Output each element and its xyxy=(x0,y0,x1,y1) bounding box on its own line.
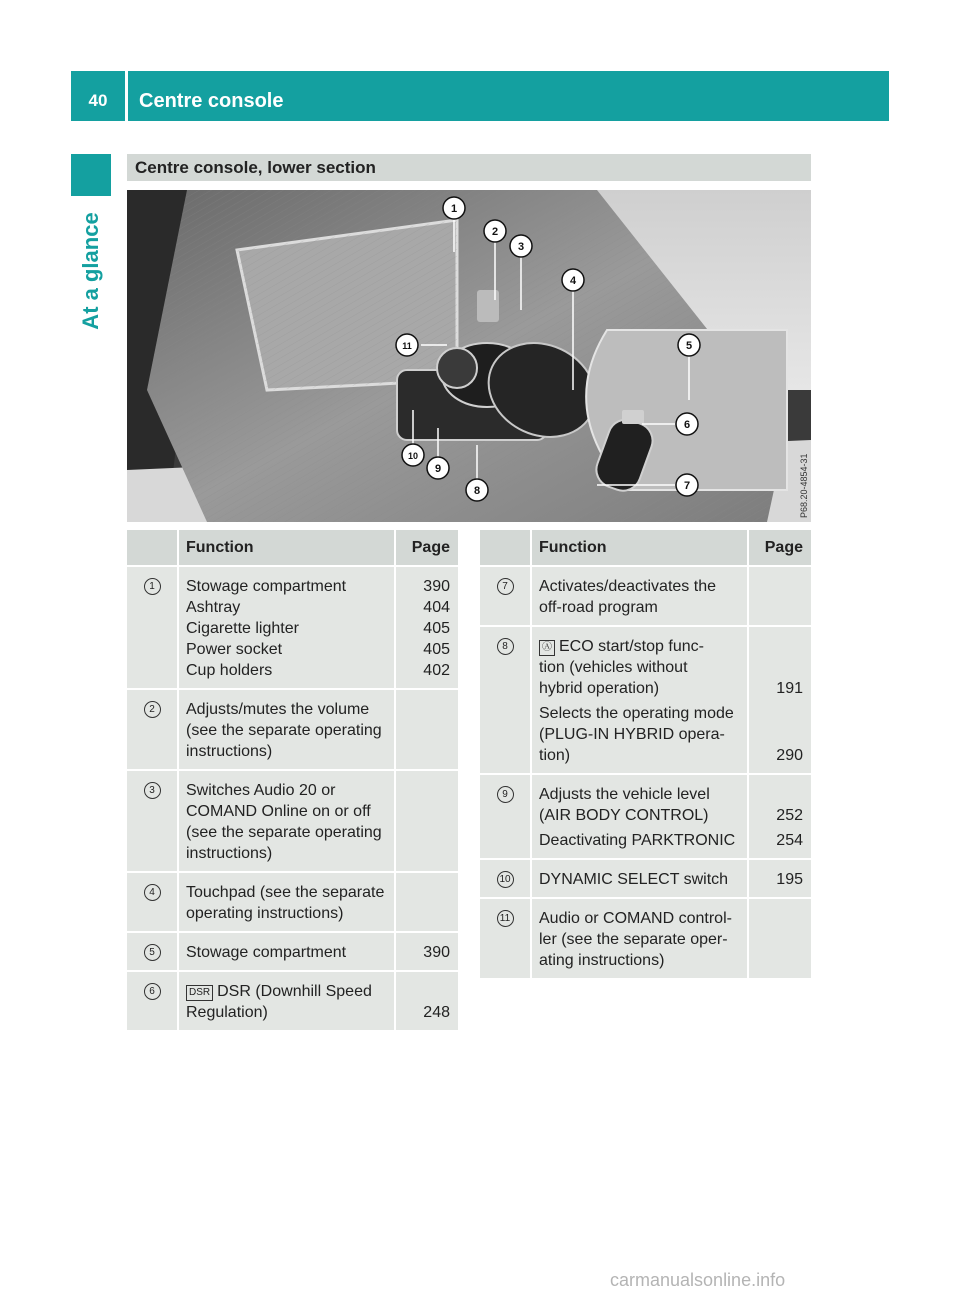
function-line xyxy=(186,843,394,864)
table-row xyxy=(480,567,811,627)
row-number-cell xyxy=(127,771,179,871)
callout-7 xyxy=(676,474,698,496)
function-text: hybrid operation) xyxy=(539,680,660,697)
page-ref: 405 xyxy=(423,641,450,658)
function-text: instructions) xyxy=(186,743,273,760)
page-ref xyxy=(396,780,450,801)
page-ref xyxy=(749,657,803,678)
function-text: (AIR BODY CONTROL) xyxy=(539,807,709,824)
function-line xyxy=(539,657,747,678)
function-text: Switches Audio 20 or xyxy=(186,782,336,799)
table-row xyxy=(127,933,458,972)
row-page-cell xyxy=(396,933,458,970)
callout-number-badge: 11 xyxy=(497,910,514,927)
row-function-cell xyxy=(532,567,749,625)
callout-5 xyxy=(678,334,700,356)
callout-1 xyxy=(443,197,465,219)
table-row xyxy=(127,567,458,690)
page-ref: 402 xyxy=(423,662,450,679)
callout-11-label: 11 xyxy=(402,341,412,351)
page-ref: 195 xyxy=(776,871,803,888)
page-ref xyxy=(396,699,450,720)
page-ref xyxy=(749,908,803,929)
page-ref xyxy=(749,636,803,657)
row-page-cell xyxy=(749,627,811,773)
section-heading: Centre console, lower section xyxy=(127,154,811,181)
page-ref: 290 xyxy=(776,747,803,764)
function-text: Deactivating PARKTRONIC xyxy=(539,832,736,849)
callout-8-label: 8 xyxy=(473,485,481,497)
function-text: Adjusts/mutes the volume xyxy=(186,701,370,718)
callout-1-label: 1 xyxy=(450,203,458,215)
page-ref: 252 xyxy=(776,807,803,824)
page-ref xyxy=(396,903,450,924)
table-row xyxy=(127,972,458,1032)
row-page-cell xyxy=(749,899,811,978)
row-function-cell xyxy=(532,627,749,773)
callout-10 xyxy=(402,444,424,466)
callout-3 xyxy=(510,235,532,257)
row-function-cell xyxy=(179,972,396,1030)
side-label xyxy=(73,208,109,334)
function-line xyxy=(539,830,747,851)
row-page-cell xyxy=(396,873,458,931)
function-line xyxy=(539,745,747,766)
header-page: Page xyxy=(749,530,811,565)
page-ref xyxy=(396,801,450,822)
function-text: tion) xyxy=(539,747,571,764)
function-text: Cup holders xyxy=(186,662,273,679)
callout-9-label: 9 xyxy=(434,463,442,475)
function-line xyxy=(539,576,747,597)
function-text: Regulation) xyxy=(186,1004,268,1021)
row-page-cell xyxy=(749,775,811,858)
page-ref: 404 xyxy=(423,599,450,616)
page-title: Centre console xyxy=(139,90,284,112)
callout-number-badge: 7 xyxy=(497,578,514,595)
header-num-cell xyxy=(127,530,179,565)
row-number-cell xyxy=(480,627,532,773)
page-ref xyxy=(396,843,450,864)
row-function-cell xyxy=(179,933,396,970)
function-line xyxy=(186,576,394,597)
function-line xyxy=(539,950,747,971)
function-table-left xyxy=(127,530,458,1032)
function-text: Cigarette lighter xyxy=(186,620,299,637)
page-ref xyxy=(749,597,803,618)
function-line xyxy=(186,1002,394,1023)
callout-2 xyxy=(484,220,506,242)
function-table-right xyxy=(480,530,811,980)
table-row xyxy=(480,899,811,980)
function-text: Stowage compartment xyxy=(186,578,347,595)
function-line xyxy=(186,660,394,681)
table-row xyxy=(127,873,458,933)
row-function-cell xyxy=(532,860,749,897)
function-line xyxy=(539,678,747,699)
row-page-cell xyxy=(396,690,458,769)
page-ref: 248 xyxy=(423,1004,450,1021)
page-ref xyxy=(396,981,450,1002)
function-line xyxy=(186,780,394,801)
page-ref xyxy=(749,703,803,724)
row-function-cell xyxy=(179,771,396,871)
side-label-text: At a glance xyxy=(78,212,103,330)
callout-number-badge: 8 xyxy=(497,638,514,655)
function-text: Adjusts the vehicle level xyxy=(539,786,710,803)
header-function: Function xyxy=(179,530,396,565)
function-line xyxy=(186,903,394,924)
callout-6 xyxy=(676,413,698,435)
row-number-cell xyxy=(480,860,532,897)
table-header xyxy=(127,530,458,567)
function-text: Activates/deactivates the xyxy=(539,578,716,595)
function-text: (PLUG-IN HYBRID opera- xyxy=(539,726,725,743)
row-number-cell xyxy=(127,567,179,688)
function-line xyxy=(186,822,394,843)
callout-4 xyxy=(562,269,584,291)
function-line xyxy=(539,805,747,826)
row-function-cell xyxy=(179,873,396,931)
function-line xyxy=(186,981,394,1002)
page-ref xyxy=(396,822,450,843)
table-row xyxy=(480,860,811,899)
page-ref xyxy=(396,882,450,903)
function-text: ating instructions) xyxy=(539,952,665,969)
function-line xyxy=(539,724,747,745)
console-photo xyxy=(127,190,811,522)
page-ref xyxy=(749,929,803,950)
callout-number-badge: 4 xyxy=(144,884,161,901)
table-row xyxy=(480,775,811,860)
callout-11 xyxy=(396,334,418,356)
function-line xyxy=(186,741,394,762)
row-number-cell xyxy=(127,972,179,1030)
page-ref: 390 xyxy=(423,944,450,961)
callout-number-badge: 2 xyxy=(144,701,161,718)
row-page-cell xyxy=(396,972,458,1030)
callout-8 xyxy=(466,479,488,501)
function-line xyxy=(186,639,394,660)
dsr-icon: DSR xyxy=(186,985,213,1001)
row-number-cell xyxy=(480,899,532,978)
callout-number-badge: 10 xyxy=(497,871,514,888)
row-number-cell xyxy=(480,775,532,858)
console-illustration xyxy=(127,190,811,522)
function-text: ECO start/stop func- xyxy=(559,638,704,655)
page-ref xyxy=(749,724,803,745)
row-page-cell xyxy=(749,567,811,625)
callout-3-label: 3 xyxy=(517,241,525,253)
callout-number-badge: 6 xyxy=(144,983,161,1000)
row-number-cell xyxy=(127,933,179,970)
function-line xyxy=(539,636,747,657)
function-line xyxy=(539,597,747,618)
callout-4-label: 4 xyxy=(569,275,577,287)
table-row xyxy=(127,690,458,771)
function-text: DYNAMIC SELECT switch xyxy=(539,871,729,888)
function-line xyxy=(539,784,747,805)
side-tab-block xyxy=(71,154,111,196)
callout-7-label: 7 xyxy=(683,480,691,492)
row-function-cell xyxy=(179,567,396,688)
row-function-cell xyxy=(532,775,749,858)
function-text: Stowage compartment xyxy=(186,944,347,961)
function-text: COMAND Online on or off xyxy=(186,803,371,820)
function-line xyxy=(186,597,394,618)
function-text: DSR (Downhill Speed xyxy=(217,983,372,1000)
function-text: (see the separate operating xyxy=(186,824,382,841)
header-num-cell xyxy=(480,530,532,565)
function-text: (see the separate operating xyxy=(186,722,382,739)
function-text: Power socket xyxy=(186,641,283,658)
function-line xyxy=(539,929,747,950)
callout-6-label: 6 xyxy=(683,419,691,431)
function-text: operating instructions) xyxy=(186,905,344,922)
page-ref: 390 xyxy=(423,578,450,595)
page-ref xyxy=(749,784,803,805)
function-text: Touchpad (see the separate xyxy=(186,884,385,901)
callout-number-badge: 9 xyxy=(497,786,514,803)
function-line xyxy=(186,720,394,741)
page-ref xyxy=(749,576,803,597)
callout-5-label: 5 xyxy=(685,340,693,352)
eco-icon: Ⓐ xyxy=(539,640,555,656)
function-text: Ashtray xyxy=(186,599,241,616)
function-text: tion (vehicles without xyxy=(539,659,688,676)
function-line xyxy=(186,942,394,963)
function-text: ler (see the separate oper- xyxy=(539,931,728,948)
function-text: instructions) xyxy=(186,845,273,862)
row-function-cell xyxy=(532,899,749,978)
callout-9 xyxy=(427,457,449,479)
header-function: Function xyxy=(532,530,749,565)
callout-10-label: 10 xyxy=(407,451,419,461)
callout-number-badge: 3 xyxy=(144,782,161,799)
page-ref: 191 xyxy=(776,680,803,697)
row-number-cell xyxy=(127,690,179,769)
page-ref xyxy=(396,741,450,762)
watermark: carmanualsonline.info xyxy=(610,1270,786,1290)
page-ref: 254 xyxy=(776,832,803,849)
header-page: Page xyxy=(396,530,458,565)
row-page-cell xyxy=(396,567,458,688)
function-line xyxy=(186,699,394,720)
table-row xyxy=(480,627,811,775)
row-number-cell xyxy=(480,567,532,625)
callout-number-badge: 1 xyxy=(144,578,161,595)
table-header xyxy=(480,530,811,567)
function-text: Selects the operating mode xyxy=(539,705,734,722)
callout-number-badge: 5 xyxy=(144,944,161,961)
function-text: Audio or COMAND control- xyxy=(539,910,732,927)
callout-2-label: 2 xyxy=(491,226,499,238)
page-number: 40 xyxy=(88,91,108,110)
function-line xyxy=(186,618,394,639)
function-line xyxy=(539,869,747,890)
function-line xyxy=(186,801,394,822)
page-ref xyxy=(749,950,803,971)
function-line xyxy=(186,882,394,903)
page-ref xyxy=(396,720,450,741)
table-row xyxy=(127,771,458,873)
photo-code: P68.20-4854-31 xyxy=(799,453,809,518)
page-ref: 405 xyxy=(423,620,450,637)
row-page-cell xyxy=(396,771,458,871)
row-number-cell xyxy=(127,873,179,931)
function-line xyxy=(539,703,747,724)
header-divider xyxy=(125,71,128,121)
function-line xyxy=(539,908,747,929)
row-page-cell xyxy=(749,860,811,897)
function-text: off-road program xyxy=(539,599,658,616)
row-function-cell xyxy=(179,690,396,769)
